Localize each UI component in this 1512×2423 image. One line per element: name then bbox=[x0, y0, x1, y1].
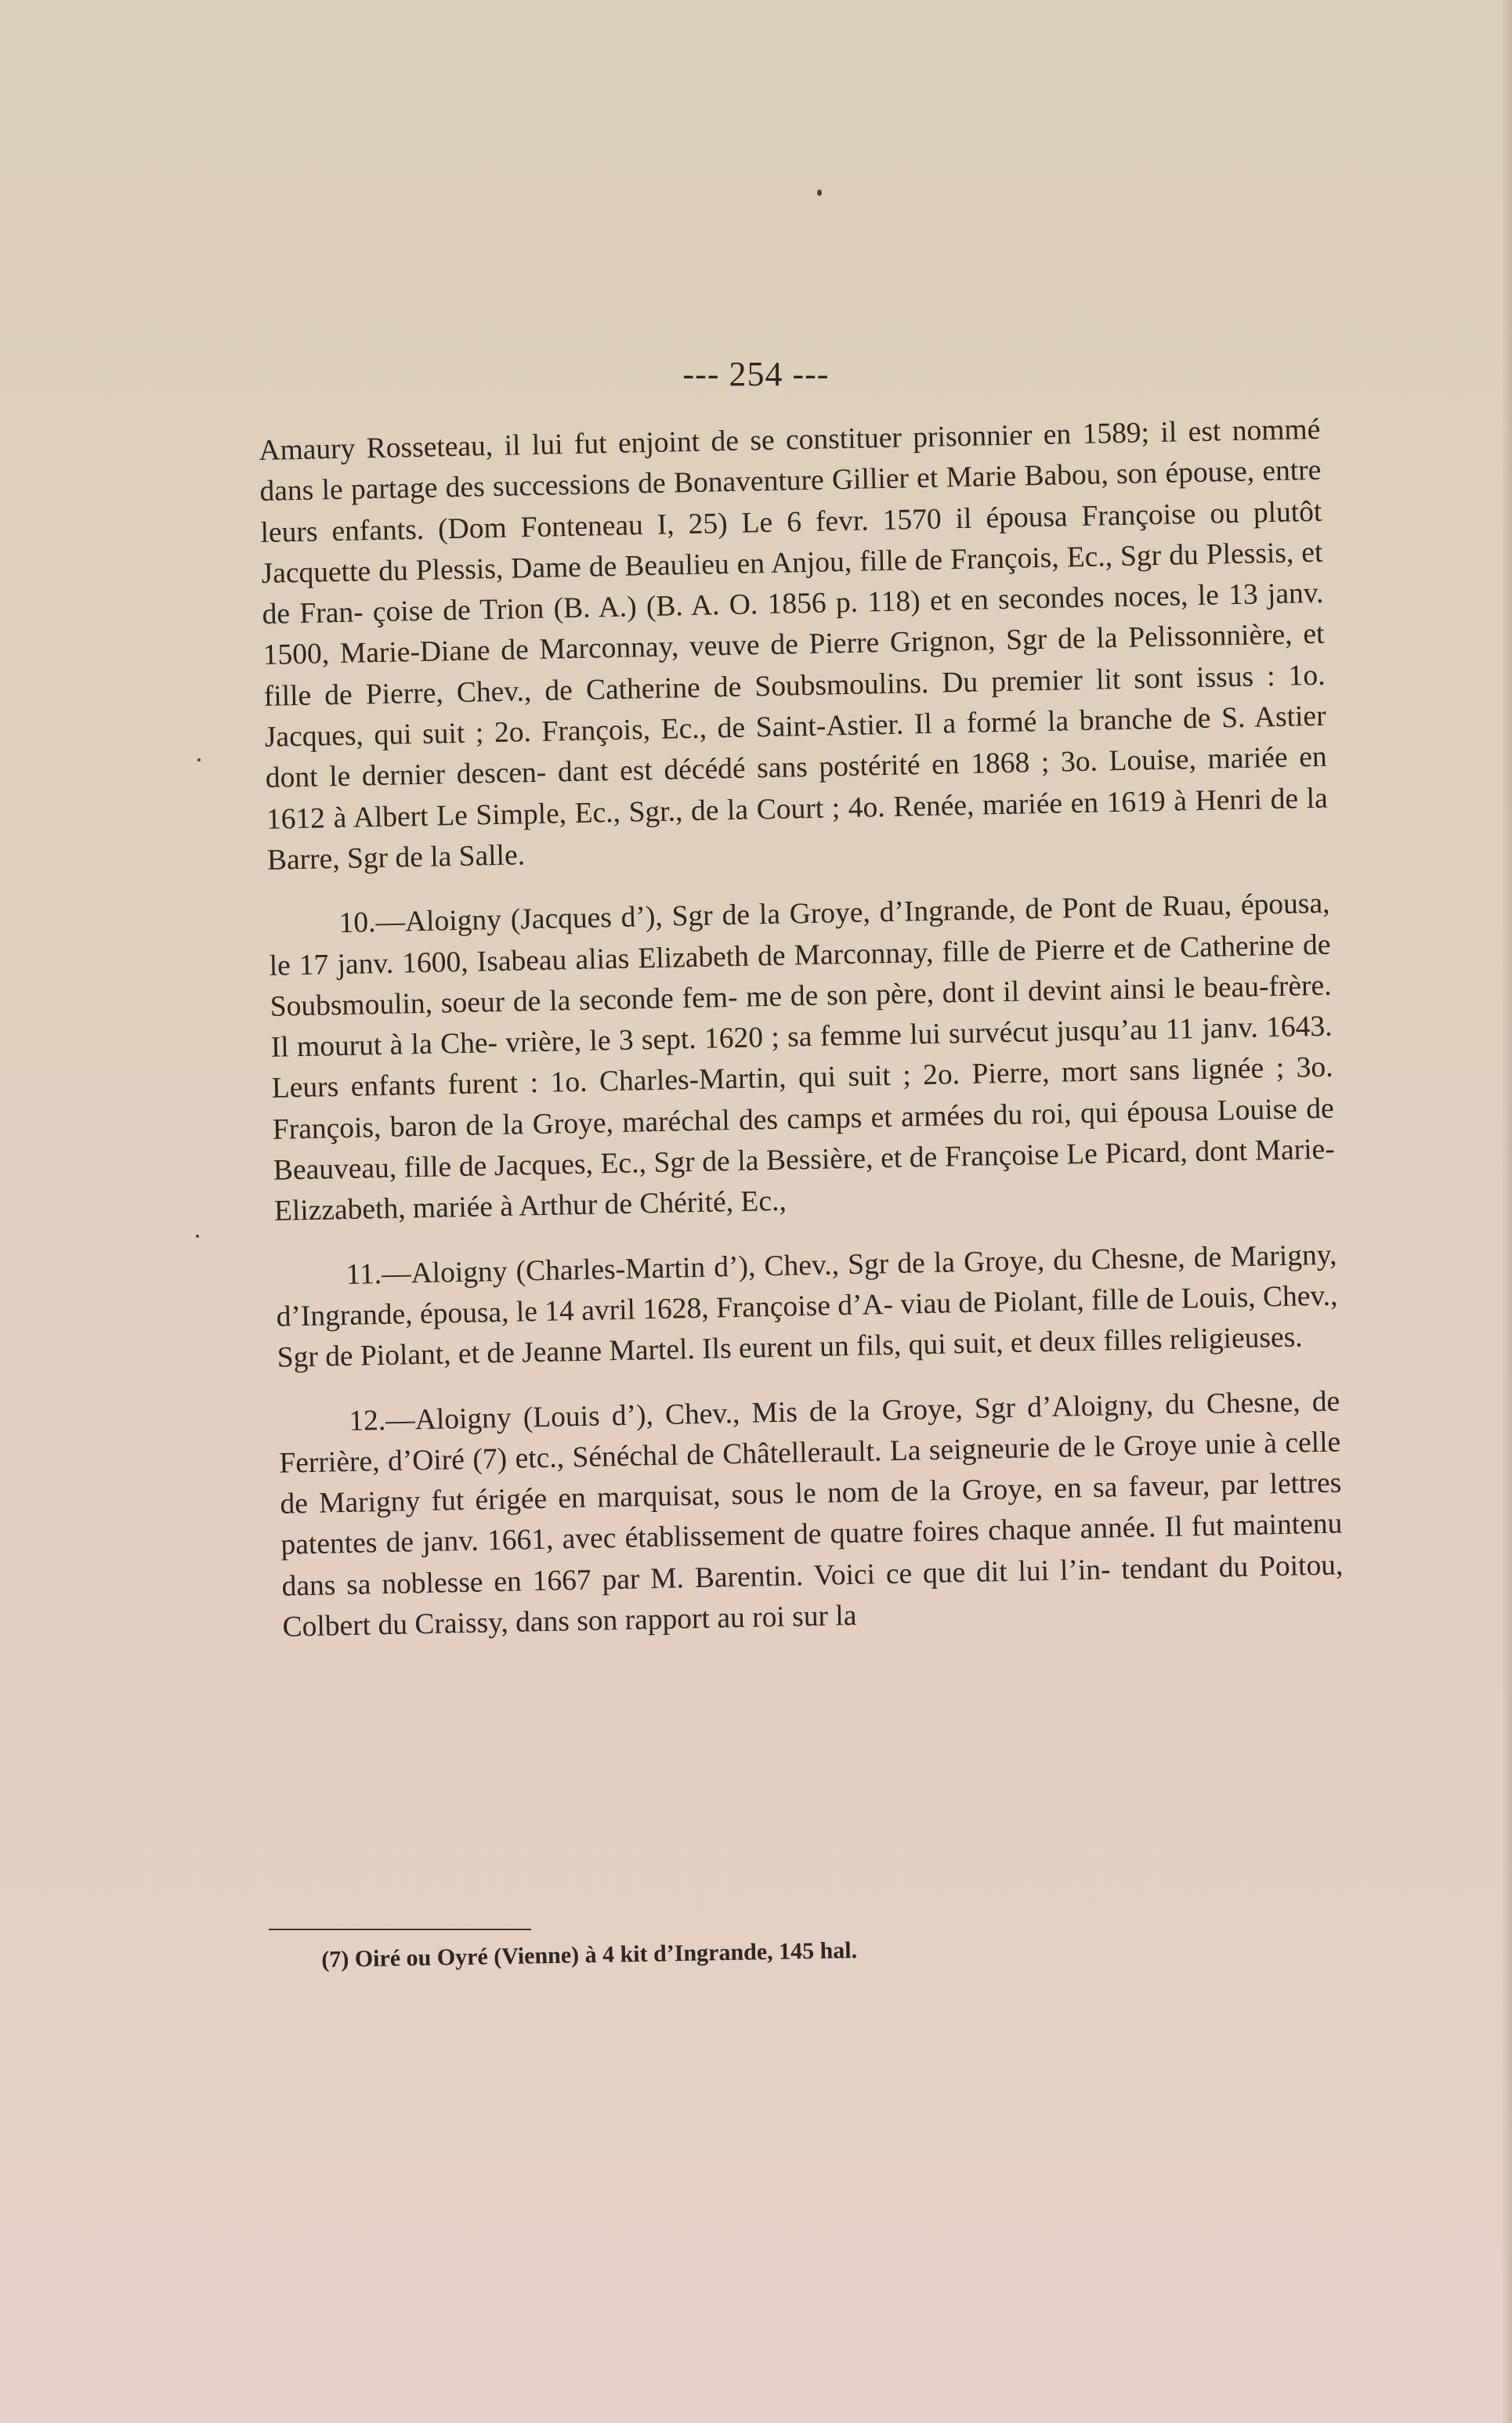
paper-speck bbox=[197, 758, 201, 761]
paragraph-entry-11: 11.—Aloigny (Charles-Martin d’), Chev., Sgr de la Groye, du Chesne, de Marigny, d’Ingrande, épousa, le 14 avril 1628, Françoise d’A- viau de Piolant, fille de Louis, Chev., Sgr de Piolant, et de Jeanne Martel. Ils eurent un fils, qui suit, et deux filles religieuses. bbox=[276, 1239, 1338, 1374]
footnote: (7) Oiré ou Oyré (Vienne) à 4 kit d’Ingrande, 145 hal. bbox=[321, 1937, 858, 1973]
paper-speck bbox=[196, 1235, 199, 1238]
page-number: --- 254 --- bbox=[682, 355, 830, 393]
paper-speck bbox=[817, 190, 822, 196]
paragraph-entry-10: 10.—Aloigny (Jacques d’), Sgr de la Groye, d’Ingrande, de Pont de Ruau, épousa, le 17 janv. 1600, Isabeau alias Elizabeth de Marconnay, fille de Pierre et de Catherine de Soubsmoulin, soeur de la seconde fem- me de son père, dont il devint ainsi le beau-frère. Il mourut à la Che- vrière, le 3 sept. 1620 ; sa femme lui survécut jusqu’au 11 janv. 1643. Leurs enfants furent : 1o. Charles-Martin, qui suit ; 2o. Pierre, mort sans lignée ; 3o. François, baron de la Groye, maréchal des camps et armées du roi, qui épousa Louise de Beauveau, fille de Jacques, Ec., Sgr de la Bessière, et de Françoise Le Picard, dont Marie-Elizzabeth, mariée à Arthur de Chérité, Ec., bbox=[269, 887, 1336, 1228]
body-text bbox=[259, 410, 1345, 1672]
paragraph-entry-12: 12.—Aloigny (Louis d’), Chev., Mis de la Groye, Sgr d’Aloigny, du Chesne, de Ferrière, d’Oiré (7) etc., Sénéchal de Châtellerault. La seigneurie de le Groye unie à celle de Marigny fut érigée en marquisat, sous le nom de la Groye, en sa faveur, par lettres patentes de janv. 1661, avec établissement de quatre foires chaque année. Il fut maintenu dans sa noblesse en 1667 par M. Barentin. Voici ce que dit lui l’in- tendant du Poitou, Colbert du Craissy, dans son rapport au roi sur la bbox=[279, 1385, 1344, 1644]
paragraph-continuation: Amaury Rosseteau, il lui fut enjoint de se constituer prisonnier en 1589; il est nommé dans le partage des successions de Bonaventure Gillier et Marie Babou, son épouse, entre leurs enfants. (Dom Fonteneau I, 25) Le 6 fevr. 1570 il épousa Françoise ou plutôt Jacquette du Plessis, Dame de Beaulieu en Anjou, fille de François, Ec., Sgr du Plessis, et de Fran- çoise de Trion (B. A.) (B. A. O. 1856 p. 118) et en secondes noces, le 13 janv. 1500, Marie-Diane de Marconnay, veuve de Pierre Grignon, Sgr de la Pelissonnière, et fille de Pierre, Chev., de Catherine de Soubsmoulins. Du premier lit sont issus : 1o. Jacques, qui suit ; 2o. François, Ec., de Saint-Astier. Il a formé la branche de S. Astier dont le dernier descen- dant est décédé sans postérité en 1868 ; 3o. Louise, mariée en 1612 à Albert Le Simple, Ec., Sgr., de la Court ; 4o. Renée, mariée en 1619 à Henri de la Barre, Sgr de la Salle. bbox=[259, 413, 1329, 877]
footnote-divider bbox=[269, 1929, 531, 1930]
